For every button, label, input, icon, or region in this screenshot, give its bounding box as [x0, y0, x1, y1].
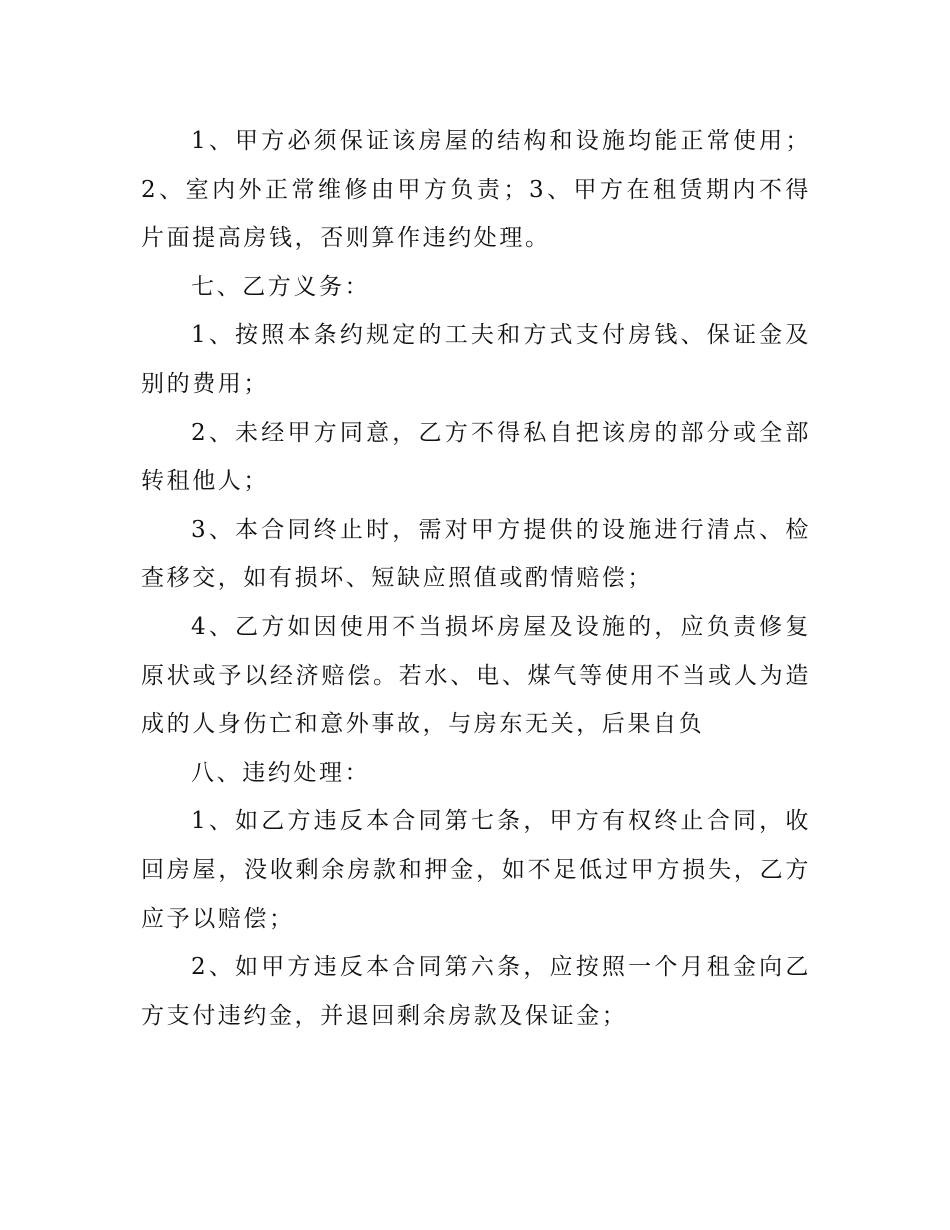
party-b-obligation-1: 1、按照本条约规定的工夫和方式支付房钱、保证金及别的费用；: [141, 322, 811, 397]
document-body: [141, 117, 811, 1040]
breach-clause-1: 1、如乙方违反本合同第七条，甲方有权终止合同，收回房屋，没收剩余房款和押金，如不足低过甲方损失，乙方应予以赔偿；: [141, 808, 811, 932]
party-b-obligation-3: 3、本合同终止时，需对甲方提供的设施进行清点、检查移交，如有损坏、短缺应照值或酌情赔偿；: [141, 516, 811, 592]
section-heading-party-b-obligations: 七、乙方义务：: [191, 273, 371, 300]
party-b-obligation-2: 2、未经甲方同意，乙方不得私自把该房的部分或全部转租他人；: [141, 419, 811, 495]
party-b-obligation-4: 4、乙方如因使用不当损坏房屋及设施的，应负责修复原状或予以经济赔偿。若水、电、煤气等使用不当或人为造成的人身伤亡和意外事故，与房东无关，后果自负: [141, 613, 811, 738]
breach-clause-2: 2、如甲方违反本合同第六条，应按照一个月租金向乙方支付违约金，并退回剩余房款及保证金；: [141, 954, 811, 1029]
section-heading-breach-handling: 八、违约处理：: [191, 759, 371, 786]
clause-6-obligations-text: 1、甲方必须保证该房屋的结构和设施均能正常使用；2、室内外正常维修由甲方负责；3、甲方在租赁期内不得片面提高房钱，否则算作违约处理。: [141, 128, 811, 252]
